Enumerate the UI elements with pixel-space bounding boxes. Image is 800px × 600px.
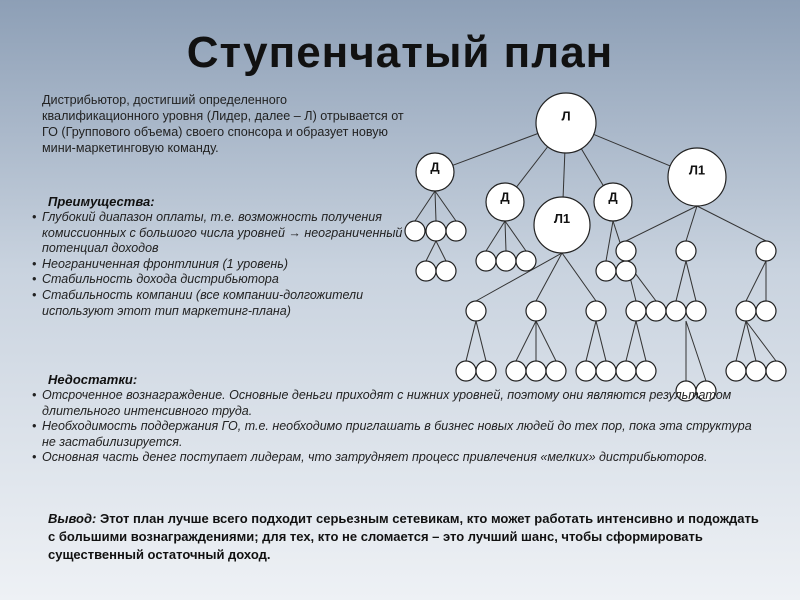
tree-node-root bbox=[536, 93, 596, 153]
tree-nodes bbox=[405, 93, 786, 401]
tree-node-small bbox=[446, 221, 466, 241]
tree-edge bbox=[636, 321, 646, 361]
tree-node-label: Л1 bbox=[553, 210, 571, 226]
advantage-item: • Глубокий диапазон оплаты, т.е. возможность получения комиссионных с большого числа уровней → неограниченный потенциал доходов bbox=[32, 210, 412, 257]
tree-edge bbox=[563, 153, 565, 197]
tree-edge bbox=[746, 261, 766, 301]
tree-edge bbox=[581, 149, 603, 186]
advantage-item: • Стабильность дохода дистрибьютора bbox=[32, 272, 412, 288]
tree-node-small bbox=[596, 261, 616, 281]
intro-text: Дистрибьютор, достигший определенного квалификационного уровня (Лидер, далее – Л) отрывается от ГО (Группового объема) своего спонсора и образует новую мини-маркетинговую команду. bbox=[42, 93, 404, 155]
advantages-title: Преимущества: bbox=[48, 194, 155, 209]
tree-edge bbox=[505, 221, 506, 251]
tree-node-small bbox=[476, 251, 496, 271]
tree-edge bbox=[562, 253, 596, 301]
tree-node-small bbox=[616, 261, 636, 281]
disadvantages-title: Недостатки: bbox=[48, 372, 138, 387]
tree-node-small bbox=[496, 251, 516, 271]
tree-edge bbox=[476, 321, 486, 361]
tree-node-small bbox=[476, 361, 496, 381]
tree-edge bbox=[676, 261, 686, 301]
tree-edge bbox=[516, 321, 536, 361]
tree-node-d1 bbox=[416, 153, 454, 191]
tree-edge bbox=[517, 147, 548, 187]
tree-node-small bbox=[616, 241, 636, 261]
tree-node-small bbox=[436, 261, 456, 281]
tree-node-small bbox=[466, 301, 486, 321]
tree-node-small bbox=[616, 361, 636, 381]
conclusion-label: Вывод: bbox=[48, 511, 97, 526]
conclusion bbox=[48, 510, 763, 564]
tree-node-d2 bbox=[486, 183, 524, 221]
tree-edge bbox=[505, 221, 526, 251]
tree-node-small bbox=[426, 221, 446, 241]
tree-edge bbox=[426, 241, 436, 261]
tree-node-l1r bbox=[668, 148, 726, 206]
tree-edge bbox=[586, 321, 596, 361]
tree-node-small bbox=[526, 301, 546, 321]
tree-node-small bbox=[756, 241, 776, 261]
tree-node-small bbox=[586, 301, 606, 321]
tree-edge bbox=[415, 191, 435, 221]
tree-edge bbox=[596, 321, 606, 361]
tree-edge bbox=[436, 241, 446, 261]
tree-edge bbox=[435, 191, 456, 221]
tree-node-l1c bbox=[534, 197, 590, 253]
tree-node-small bbox=[646, 301, 666, 321]
tree-edge bbox=[606, 221, 613, 261]
tree-node-small bbox=[516, 251, 536, 271]
tree-node-d3 bbox=[594, 183, 632, 221]
tree-node-label: Д bbox=[500, 189, 510, 205]
tree-edge bbox=[486, 221, 505, 251]
tree-node-small bbox=[666, 301, 686, 321]
tree-node-small bbox=[596, 361, 616, 381]
disadvantages-list bbox=[32, 388, 752, 466]
tree-node-small bbox=[756, 301, 776, 321]
tree-node-small bbox=[766, 361, 786, 381]
tree-edge bbox=[686, 261, 696, 301]
tree-node-label: Л1 bbox=[688, 162, 706, 178]
tree-node-small bbox=[456, 361, 476, 381]
tree-node-small bbox=[726, 361, 746, 381]
tree-node-small bbox=[686, 301, 706, 321]
disadvantage-item: • Отсроченное вознаграждение. Основные деньги приходят с нижних уровней, поэтому они являются результатом длительного интенсивного труда. bbox=[32, 388, 752, 419]
tree-edge bbox=[686, 206, 697, 241]
tree-node-small bbox=[576, 361, 596, 381]
tree-edge bbox=[435, 191, 436, 221]
advantage-item: • Стабильность компании (все компании-долгожители используют этот тип маркетинг-плана) bbox=[32, 288, 412, 319]
advantage-item: • Неограниченная фронтлиния (1 уровень) bbox=[32, 257, 412, 273]
disadvantage-item: • Необходимость поддержания ГО, т.е. необходимо приглашать в бизнес новых людей до тех пор, пока эта структура не застабилизируется. bbox=[32, 419, 752, 450]
tree-node-small bbox=[746, 361, 766, 381]
tree-node-label: Д bbox=[608, 189, 618, 205]
tree-edge bbox=[686, 321, 706, 381]
page-title: Ступенчатый план bbox=[186, 28, 614, 77]
tree-edge bbox=[536, 321, 556, 361]
tree-node-small bbox=[676, 241, 696, 261]
tree-edge bbox=[453, 134, 538, 166]
tree-node-small bbox=[526, 361, 546, 381]
tree-edge bbox=[697, 206, 766, 241]
tree-node-small bbox=[416, 261, 436, 281]
tree-edge bbox=[626, 321, 636, 361]
disadvantage-item: • Основная часть денег поступает лидерам, что затрудняет процесс привлечения «мелких» дистрибьюторов. bbox=[32, 450, 752, 466]
tree-node-small bbox=[546, 361, 566, 381]
conclusion-text: Этот план лучше всего подходит серьезным сетевикам, кто может работать интенсивно и подождать с большими вознаграждениями; для тех, кто не сломается – это лучший шанс, чтобы сформировать существенный остаточный доход. bbox=[48, 511, 759, 562]
tree-edge bbox=[594, 134, 670, 166]
tree-node-label: Д bbox=[430, 159, 440, 175]
tree-edge bbox=[736, 321, 746, 361]
tree-node-label: Л bbox=[561, 108, 571, 124]
tree-node-small bbox=[405, 221, 425, 241]
tree-node-small bbox=[736, 301, 756, 321]
tree-edge bbox=[466, 321, 476, 361]
tree-node-small bbox=[506, 361, 526, 381]
tree-edge bbox=[626, 206, 697, 241]
tree-node-small bbox=[636, 361, 656, 381]
tree-node-small bbox=[626, 301, 646, 321]
